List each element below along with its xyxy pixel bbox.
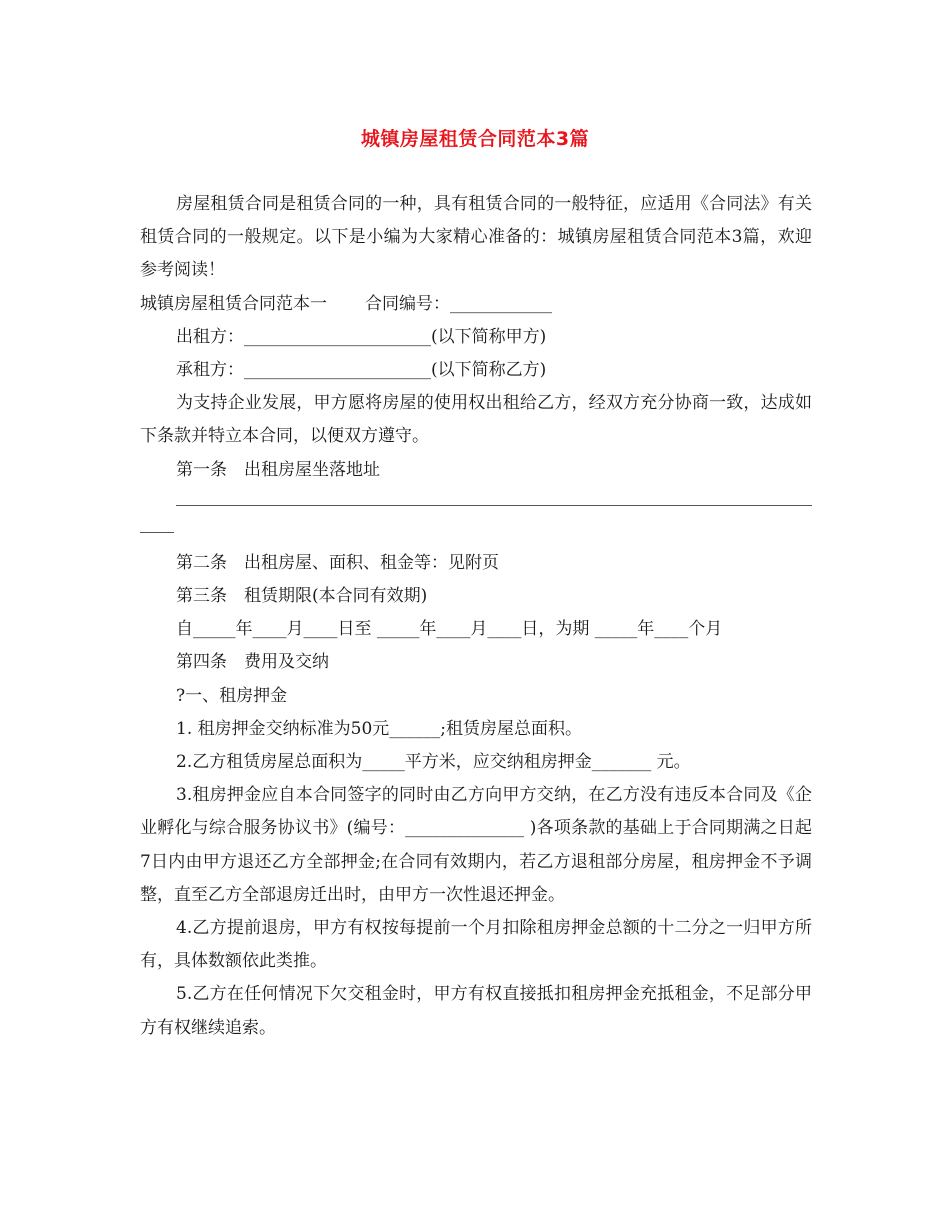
intro-paragraph: 房屋租赁合同是租赁合同的一种，具有租赁合同的一般特征，应适用《合同法》有关租赁合同的一般规定。以下是小编为大家精心准备的：城镇房屋租赁合同范本3篇，欢迎参考阅读！ — [140, 194, 812, 281]
purpose-paragraph: 为支持企业发展，甲方愿将房屋的使用权出租给乙方，经双方充分协商一致，达成如下条款并特立本合同，以便双方遵守。 — [140, 393, 812, 447]
article-4: 第四条 费用及交纳 — [176, 652, 329, 673]
spacer — [140, 533, 812, 547]
deposit-item-5: 5.乙方在任何情况下欠交租金时，甲方有权直接抵扣租房押金充抵租金，不足部分甲方有权继续追索。 — [140, 984, 812, 1038]
deposit-item-2: 2.乙方租赁房屋总面积为_____平方米，应交纳租房押金_______ 元。 — [176, 752, 691, 773]
address-blank-line — [176, 505, 812, 506]
deposit-item-4: 4.乙方提前退房，甲方有权按每提前一个月扣除租房押金总额的十二分之一归甲方所有，具体数额依此类推。 — [140, 918, 812, 972]
article-1: 第一条 出租房屋坐落地址 — [176, 459, 380, 480]
lessee-line: 承租方：______________________(以下简称乙方) — [176, 360, 547, 381]
article-2: 第二条 出租房屋、面积、租金等：见附页 — [176, 552, 499, 573]
deposit-item-3: 3.租房押金应自本合同签字的同时由乙方向甲方交纳，在乙方没有违反本合同及《企业孵化与综合服务协议书》(编号：______________ )各项条款的基础上于合同期满之日起7日内由甲方退还乙方全部押金;在合同有效期内，若乙方退租部分房屋，租房押金不予调整，直至乙方全部退房迁出时，由甲方一次性退还押金。 — [140, 785, 812, 905]
term-line: 自_____年____月____日至 _____年____月____日，为期 _____年____个月 — [176, 619, 723, 640]
document-body — [140, 188, 812, 1045]
lessor-line: 出租方：______________________(以下简称甲方) — [176, 326, 547, 347]
deposit-heading: ?一、租房押金 — [176, 685, 288, 706]
deposit-item-1: 1. 租房押金交纳标准为50元______;租赁房屋总面积。 — [176, 718, 582, 739]
article-3: 第三条 租赁期限(本合同有效期) — [176, 586, 428, 607]
contract-heading: 城镇房屋租赁合同范本一 — [140, 293, 327, 314]
contract-number: 合同编号：____________ — [365, 293, 552, 314]
contract-heading-line — [140, 288, 812, 321]
document-title: 城镇房屋租赁合同范本3篇 — [360, 128, 590, 150]
